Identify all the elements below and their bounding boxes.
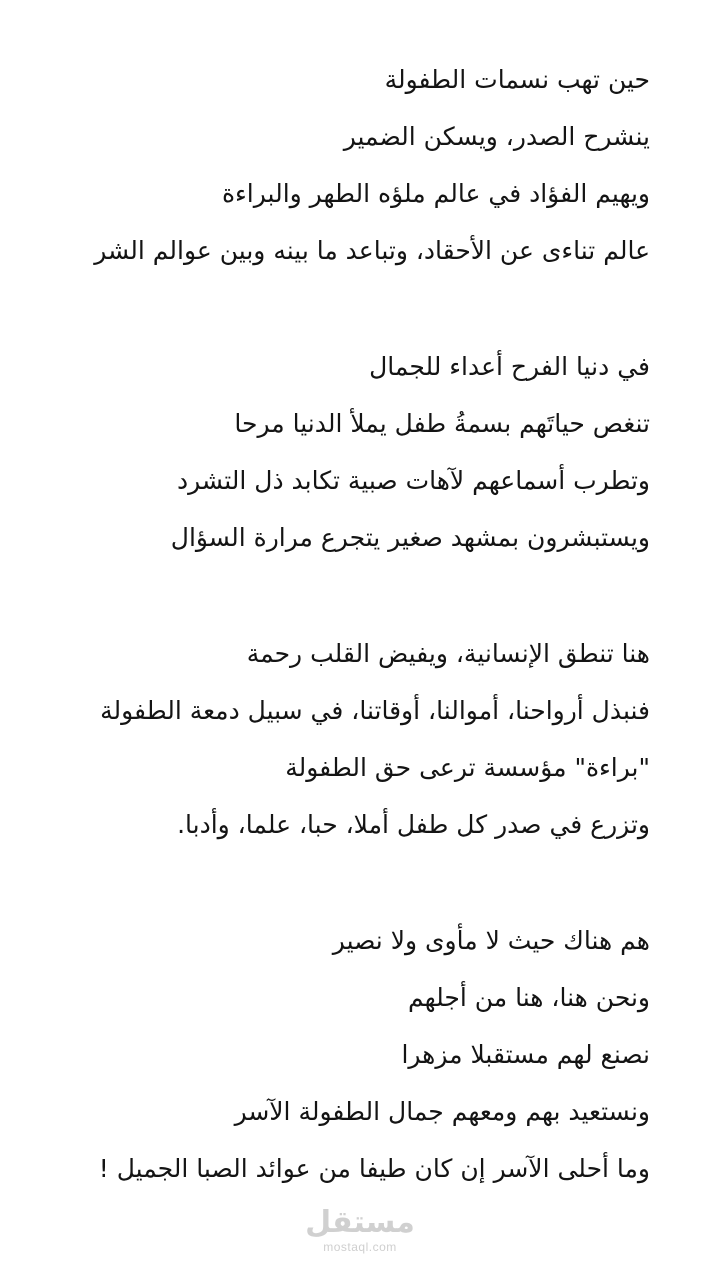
stanza-4 <box>60 917 650 1193</box>
poem-line: نصنع لهم مستقبلا مزهرا <box>401 1040 650 1069</box>
watermark-logo: مستقل <box>305 1205 415 1240</box>
stanza-3 <box>60 630 650 849</box>
poem-line: عالم تناءى عن الأحقاد، وتباعد ما بينه وبين عوالم الشر <box>94 236 650 265</box>
mostaql-watermark <box>0 1206 720 1254</box>
poem-line: ونستعيد بهم ومعهم جمال الطفولة الآسر <box>234 1097 650 1126</box>
poem-line: ويستبشرون بمشهد صغير يتجرع مرارة السؤال <box>170 523 650 552</box>
stanza-1 <box>60 56 650 275</box>
poem-line: ينشرح الصدر، ويسكن الضمير <box>343 122 650 151</box>
watermark-url: mostaql.com <box>323 1240 397 1254</box>
poem-line: في دنيا الفرح أعداء للجمال <box>369 352 650 381</box>
poem-line: وتزرع في صدر كل طفل أملا، حبا، علما، وأدبا. <box>177 810 650 839</box>
poem-line: حين تهب نسمات الطفولة <box>384 65 650 94</box>
poem-line: وما أحلى الآسر إن كان طيفا من عوائد الصبا الجميل ! <box>98 1154 650 1183</box>
poem-line: "براءة" مؤسسة ترعى حق الطفولة <box>285 753 650 782</box>
poem-line: فنبذل أرواحنا، أموالنا، أوقاتنا، في سبيل دمعة الطفولة <box>100 696 650 725</box>
poem-line: هنا تنطق الإنسانية، ويفيض القلب رحمة <box>246 639 650 668</box>
poem-line: تنغص حياتَهم بسمةُ طفل يملأ الدنيا مرحا <box>234 409 650 438</box>
poem-line: ويهيم الفؤاد في عالم ملؤه الطهر والبراءة <box>221 179 650 208</box>
poem <box>60 56 650 1202</box>
poem-line: وتطرب أسماعهم لآهات صبية تكابد ذل التشرد <box>177 466 650 495</box>
poem-line: ونحن هنا، هنا من أجلهم <box>407 983 650 1012</box>
poem-line: هم هناك حيث لا مأوى ولا نصير <box>332 926 650 955</box>
stanza-2 <box>60 343 650 562</box>
